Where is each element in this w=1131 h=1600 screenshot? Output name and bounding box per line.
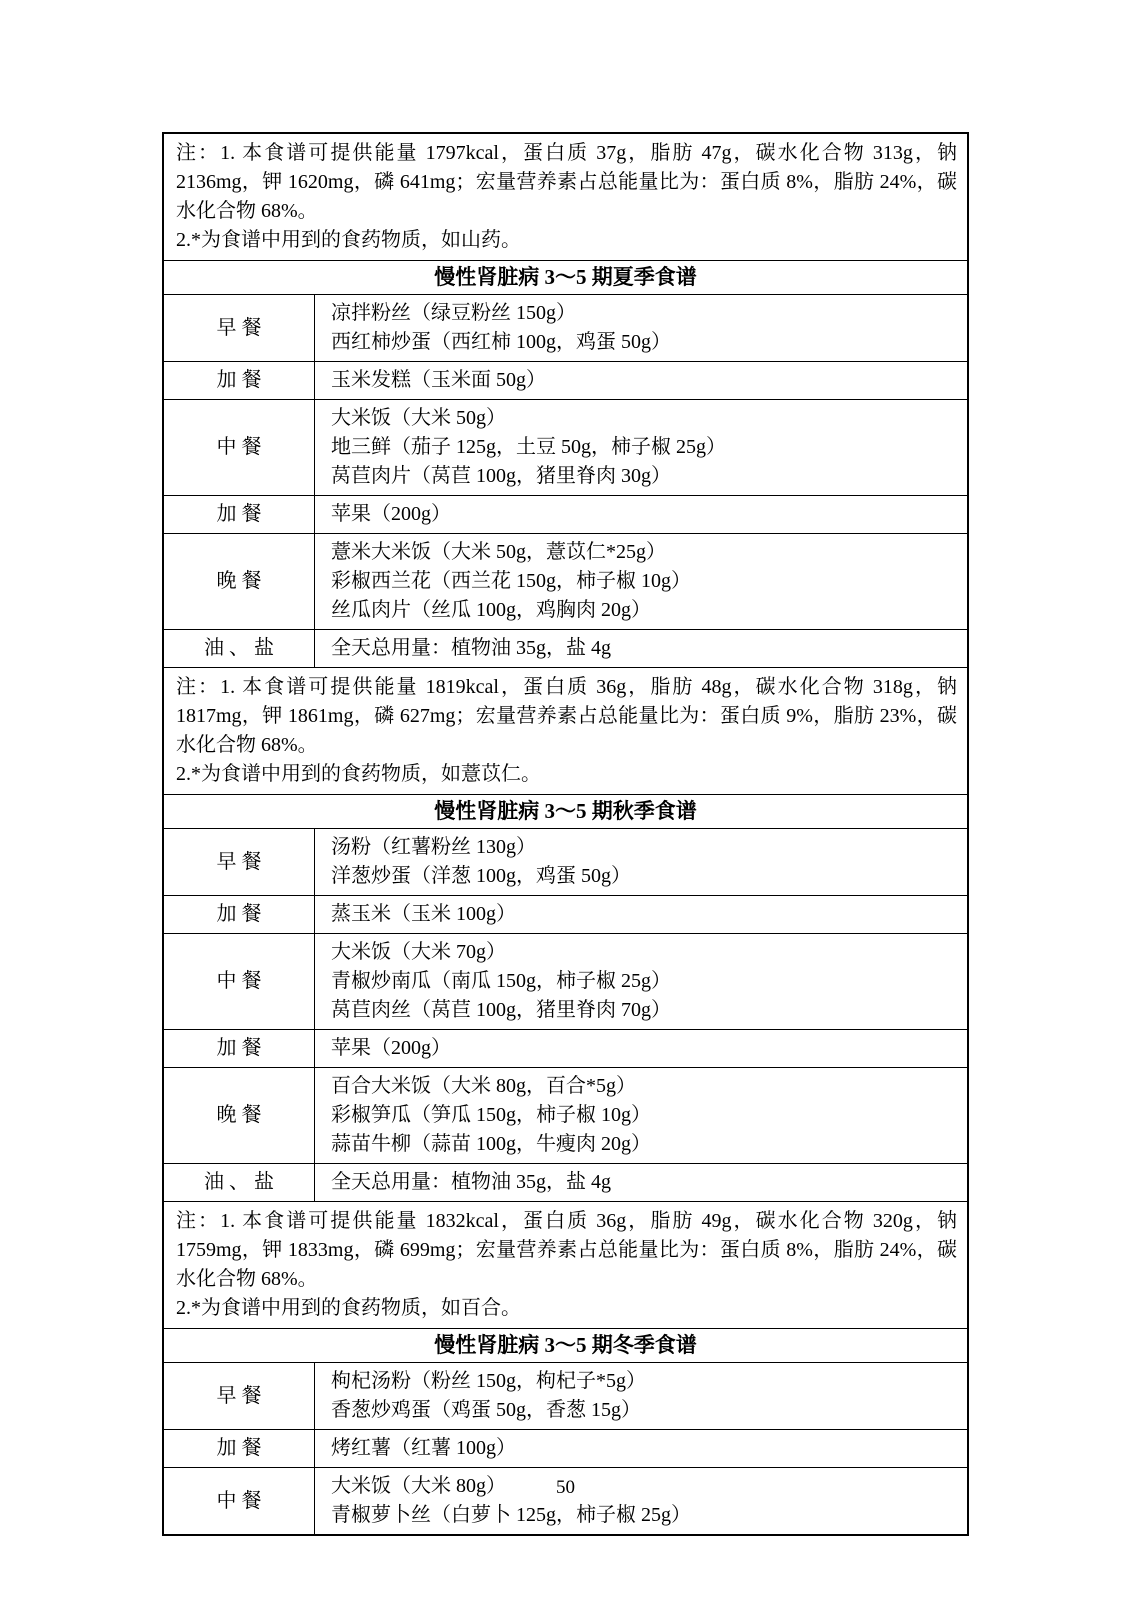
meal-items bbox=[315, 1363, 967, 1429]
meal-label: 中餐 bbox=[164, 400, 315, 495]
dish-item: 全天总用量：植物油 35g，盐 4g bbox=[331, 1171, 611, 1193]
meal-label: 油、盐 bbox=[164, 630, 315, 667]
meal-items bbox=[315, 1164, 967, 1201]
meal-label: 早餐 bbox=[164, 1363, 315, 1429]
meal-label: 中餐 bbox=[164, 934, 315, 1029]
dish-item: 苹果（200g） bbox=[331, 503, 451, 525]
dish-item: 玉米发糕（玉米面 50g） bbox=[331, 369, 546, 391]
dish-item: 蒸玉米（玉米 100g） bbox=[331, 903, 516, 925]
diet-plan-table bbox=[162, 132, 969, 1536]
dish-item: 丝瓜肉片（丝瓜 100g，鸡胸肉 20g） bbox=[331, 599, 651, 621]
menu-title-winter: 慢性肾脏病 3～5 期冬季食谱 bbox=[164, 1328, 967, 1362]
dish-item: 彩椒笋瓜（笋瓜 150g，柿子椒 10g） bbox=[331, 1104, 651, 1126]
dish-item: 大米饭（大米 50g） bbox=[331, 407, 506, 429]
note-block-summer-prev bbox=[164, 134, 967, 260]
meal-row-dinner bbox=[164, 533, 967, 629]
meal-items bbox=[315, 1030, 967, 1067]
meal-row-snack bbox=[164, 895, 967, 933]
page-number: 50 bbox=[556, 1477, 575, 1498]
meal-row-oil-salt bbox=[164, 629, 967, 667]
meal-label: 加餐 bbox=[164, 496, 315, 533]
meal-label: 加餐 bbox=[164, 896, 315, 933]
menu-title-autumn: 慢性肾脏病 3～5 期秋季食谱 bbox=[164, 794, 967, 828]
meal-label: 中餐 bbox=[164, 1468, 315, 1534]
dish-item: 大米饭（大米 80g） bbox=[331, 1475, 506, 1497]
note-text: 注：1. 本食谱可提供能量 1819kcal，蛋白质 36g，脂肪 48g，碳水化合物 318g，钠 1817mg，钾 1861mg，磷 627mg；宏量营养素占总能量比为：蛋白质 9%，脂肪 23%，碳水化合物 68%。 bbox=[176, 676, 957, 756]
meal-row-breakfast bbox=[164, 828, 967, 895]
dish-item: 莴苣肉丝（莴苣 100g，猪里脊肉 70g） bbox=[331, 999, 671, 1021]
meal-row-snack bbox=[164, 495, 967, 533]
meal-items bbox=[315, 934, 967, 1029]
note-text: 2.*为食谱中用到的食药物质，如山药。 bbox=[176, 229, 521, 251]
dish-item: 莴苣肉片（莴苣 100g，猪里脊肉 30g） bbox=[331, 465, 671, 487]
dish-item: 洋葱炒蛋（洋葱 100g，鸡蛋 50g） bbox=[331, 865, 631, 887]
meal-items bbox=[315, 362, 967, 399]
meal-row-oil-salt bbox=[164, 1163, 967, 1201]
dish-item: 彩椒西兰花（西兰花 150g，柿子椒 10g） bbox=[331, 570, 691, 592]
meal-row-breakfast bbox=[164, 1362, 967, 1429]
meal-items bbox=[315, 400, 967, 495]
meal-row-dinner bbox=[164, 1067, 967, 1163]
meal-label: 早餐 bbox=[164, 829, 315, 895]
dish-item: 蒜苗牛柳（蒜苗 100g，牛瘦肉 20g） bbox=[331, 1133, 651, 1155]
menu-title-summer: 慢性肾脏病 3～5 期夏季食谱 bbox=[164, 260, 967, 294]
meal-items bbox=[315, 295, 967, 361]
dish-item: 烤红薯（红薯 100g） bbox=[331, 1437, 516, 1459]
meal-row-snack bbox=[164, 1429, 967, 1467]
dish-item: 枸杞汤粉（粉丝 150g，枸杞子*5g） bbox=[331, 1370, 646, 1392]
dish-item: 青椒萝卜丝（白萝卜 125g，柿子椒 25g） bbox=[331, 1504, 691, 1526]
meal-items bbox=[315, 896, 967, 933]
meal-items bbox=[315, 630, 967, 667]
meal-label: 早餐 bbox=[164, 295, 315, 361]
meal-label: 晚餐 bbox=[164, 1068, 315, 1163]
meal-label: 油、盐 bbox=[164, 1164, 315, 1201]
dish-item: 地三鲜（茄子 125g，土豆 50g，柿子椒 25g） bbox=[331, 436, 726, 458]
meal-items bbox=[315, 496, 967, 533]
note-text: 注：1. 本食谱可提供能量 1797kcal，蛋白质 37g，脂肪 47g，碳水化合物 313g，钠 2136mg，钾 1620mg，磷 641mg；宏量营养素占总能量比为：蛋白质 8%，脂肪 24%，碳水化合物 68%。 bbox=[176, 142, 957, 222]
note-block-summer bbox=[164, 667, 967, 794]
meal-row-snack bbox=[164, 361, 967, 399]
dish-item: 青椒炒南瓜（南瓜 150g，柿子椒 25g） bbox=[331, 970, 671, 992]
meal-row-snack bbox=[164, 1029, 967, 1067]
meal-items bbox=[315, 829, 967, 895]
dish-item: 百合大米饭（大米 80g，百合*5g） bbox=[331, 1075, 636, 1097]
meal-items bbox=[315, 1068, 967, 1163]
dish-item: 汤粉（红薯粉丝 130g） bbox=[331, 836, 536, 858]
dish-item: 苹果（200g） bbox=[331, 1037, 451, 1059]
note-text: 注：1. 本食谱可提供能量 1832kcal，蛋白质 36g，脂肪 49g，碳水化合物 320g，钠 1759mg，钾 1833mg，磷 699mg；宏量营养素占总能量比为：蛋白质 8%，脂肪 24%，碳水化合物 68%。 bbox=[176, 1210, 957, 1290]
dish-item: 凉拌粉丝（绿豆粉丝 150g） bbox=[331, 302, 576, 324]
meal-items bbox=[315, 1430, 967, 1467]
meal-items bbox=[315, 534, 967, 629]
dish-item: 薏米大米饭（大米 50g，薏苡仁*25g） bbox=[331, 541, 666, 563]
meal-label: 晚餐 bbox=[164, 534, 315, 629]
note-text: 2.*为食谱中用到的食药物质，如百合。 bbox=[176, 1297, 521, 1319]
dish-item: 全天总用量：植物油 35g，盐 4g bbox=[331, 637, 611, 659]
dish-item: 大米饭（大米 70g） bbox=[331, 941, 506, 963]
note-block-autumn bbox=[164, 1201, 967, 1328]
dish-item: 西红柿炒蛋（西红柿 100g，鸡蛋 50g） bbox=[331, 331, 671, 353]
meal-label: 加餐 bbox=[164, 1030, 315, 1067]
meal-label: 加餐 bbox=[164, 362, 315, 399]
meal-row-lunch bbox=[164, 399, 967, 495]
meal-row-lunch bbox=[164, 933, 967, 1029]
meal-label: 加餐 bbox=[164, 1430, 315, 1467]
note-text: 2.*为食谱中用到的食药物质，如薏苡仁。 bbox=[176, 763, 541, 785]
meal-row-breakfast bbox=[164, 294, 967, 361]
dish-item: 香葱炒鸡蛋（鸡蛋 50g，香葱 15g） bbox=[331, 1399, 641, 1421]
